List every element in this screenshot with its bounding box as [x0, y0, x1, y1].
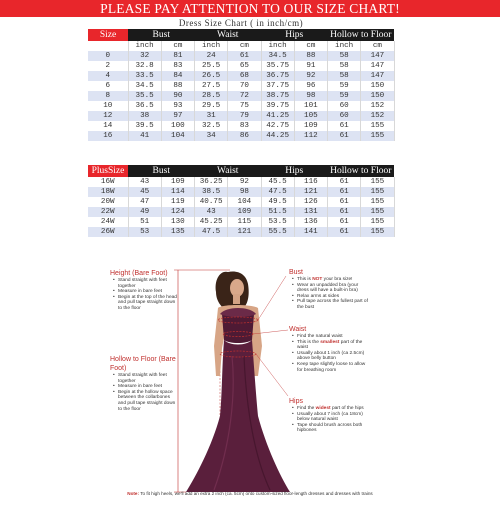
size-cell: 22W	[88, 207, 128, 217]
measure-cell: 34.5	[128, 81, 161, 91]
note-text: To fit high heels, we'll add an extra 2 inch (ca. 5cm) onto custom-sized floor-length dresses and dresses with trains	[140, 491, 373, 496]
measure-cell: 152	[361, 111, 394, 121]
measure-cell: 121	[294, 187, 327, 197]
size-cell: 24W	[88, 217, 128, 227]
measure-cell: 88	[294, 51, 327, 61]
waist-item: • Find the natural waist	[294, 334, 369, 340]
measure-cell: 126	[294, 197, 327, 207]
measure-cell: 61	[328, 121, 361, 131]
measure-cell: 53.5	[261, 217, 294, 227]
measure-cell: 43	[195, 207, 228, 217]
measure-cell: 70	[228, 81, 261, 91]
table-row	[88, 187, 394, 197]
note-label: Note:	[127, 491, 140, 496]
measure-cell: 155	[361, 207, 394, 217]
height-section	[110, 269, 178, 312]
measure-cell: 49.5	[261, 197, 294, 207]
column-header: Bust	[128, 165, 195, 177]
measure-cell: 58	[328, 71, 361, 81]
table-row	[88, 177, 394, 187]
measure-cell: 92	[294, 71, 327, 81]
height-title: Height (Bare Foot)	[110, 270, 168, 277]
unit-cell: inch	[261, 41, 294, 51]
measure-cell: 28.5	[195, 91, 228, 101]
waist-item: • Keep tape slightly loose to allow for breathing room	[294, 362, 369, 373]
measure-cell: 150	[361, 91, 394, 101]
plus-size-table	[88, 165, 395, 237]
hips-item: • Find the widest part of the hips	[294, 406, 369, 412]
measure-cell: 147	[361, 71, 394, 81]
hips-item: • Usually about 7 inch (ca 18cm) below natural waist	[294, 412, 369, 423]
table-row	[88, 131, 394, 141]
measure-cell: 100	[161, 121, 194, 131]
size-chart-banner: PLEASE PAY ATTENTION TO OUR SIZE CHART!	[0, 0, 500, 17]
hollow-item: • Measure in bare feet	[115, 384, 178, 390]
measure-cell: 25.5	[195, 61, 228, 71]
size-cell: 10	[88, 101, 128, 111]
unit-cell: inch	[328, 41, 361, 51]
measure-cell: 55.5	[261, 227, 294, 237]
measure-cell: 34	[195, 131, 228, 141]
measure-cell: 61	[328, 187, 361, 197]
height-item: • Stand straight with feet together	[115, 278, 178, 289]
table-row	[88, 217, 394, 227]
size-cell: 2	[88, 61, 128, 71]
measure-cell: 58	[328, 51, 361, 61]
measure-cell: 27.5	[195, 81, 228, 91]
measure-cell: 51	[128, 217, 161, 227]
measure-cell: 36.5	[128, 101, 161, 111]
unit-cell: inch	[128, 41, 161, 51]
size-cell: 4	[88, 71, 128, 81]
table-row	[88, 91, 394, 101]
measure-cell: 47.5	[195, 227, 228, 237]
measure-cell: 104	[228, 197, 261, 207]
measure-cell: 81	[161, 51, 194, 61]
measure-cell: 32	[128, 51, 161, 61]
height-item: • Begin at the top of the head and pull tape straight down to the floor	[115, 295, 178, 312]
measure-cell: 147	[361, 61, 394, 71]
measure-cell: 61	[328, 131, 361, 141]
size-cell: 16W	[88, 177, 128, 187]
measure-cell: 131	[294, 207, 327, 217]
measure-cell: 84	[161, 71, 194, 81]
hips-section	[289, 397, 369, 434]
size-cell: 16	[88, 131, 128, 141]
measure-cell: 58	[328, 61, 361, 71]
measure-cell: 136	[294, 217, 327, 227]
measure-cell: 91	[294, 61, 327, 71]
measure-cell: 59	[328, 81, 361, 91]
measure-cell: 79	[228, 111, 261, 121]
measure-cell: 61	[328, 227, 361, 237]
measure-cell: 65	[228, 61, 261, 71]
measure-cell: 45.5	[261, 177, 294, 187]
measure-cell: 90	[161, 91, 194, 101]
height-item: • Measure in bare feet	[115, 289, 178, 295]
measurement-guide	[0, 256, 500, 500]
column-header: Hips	[261, 165, 328, 177]
measure-cell: 130	[161, 217, 194, 227]
units-row	[88, 41, 394, 51]
table-row	[88, 111, 394, 121]
measure-cell: 92	[228, 177, 261, 187]
column-header: Hollow to Floor	[328, 165, 395, 177]
measure-cell: 40.75	[195, 197, 228, 207]
measure-cell: 83	[228, 121, 261, 131]
waist-item: • Usually about 1 inch (ca 2.5cm) above belly button	[294, 351, 369, 362]
measure-cell: 98	[228, 187, 261, 197]
column-header: Hollow to Floor	[328, 29, 395, 41]
measure-cell: 60	[328, 111, 361, 121]
column-header: Bust	[128, 29, 195, 41]
size-cell: 6	[88, 81, 128, 91]
measure-cell: 88	[161, 81, 194, 91]
table-row	[88, 227, 394, 237]
measure-cell: 115	[228, 217, 261, 227]
measure-cell: 93	[161, 101, 194, 111]
table-row	[88, 101, 394, 111]
measure-cell: 72	[228, 91, 261, 101]
table-row	[88, 207, 394, 217]
table-header-row	[88, 29, 394, 41]
measure-cell: 36.25	[195, 177, 228, 187]
waist-item: • This is the smallest part of the waist	[294, 340, 369, 351]
hips-item: • Tape should brush across both hipbones	[294, 423, 369, 434]
measure-cell: 35.5	[128, 91, 161, 101]
bust-item: • Wear an unpadded bra (your dress will have a built-in bra)	[294, 283, 369, 294]
measure-cell: 61	[328, 197, 361, 207]
unit-cell: cm	[161, 41, 194, 51]
table-row	[88, 81, 394, 91]
hips-connector	[256, 354, 288, 396]
measure-cell: 44.25	[261, 131, 294, 141]
size-cell: 26W	[88, 227, 128, 237]
measure-cell: 61	[228, 51, 261, 61]
measure-cell: 135	[161, 227, 194, 237]
measure-cell: 155	[361, 197, 394, 207]
unit-cell: cm	[228, 41, 261, 51]
measure-cell: 60	[328, 101, 361, 111]
measure-cell: 112	[294, 131, 327, 141]
measure-cell: 39.5	[128, 121, 161, 131]
unit-cell: inch	[195, 41, 228, 51]
measure-cell: 31	[195, 111, 228, 121]
column-header: Waist	[195, 29, 262, 41]
table-header-row	[88, 165, 394, 177]
column-header: Waist	[195, 165, 262, 177]
measure-cell: 83	[161, 61, 194, 71]
heels-note	[0, 491, 500, 496]
table-row	[88, 197, 394, 207]
measure-cell: 97	[161, 111, 194, 121]
hollow-section	[110, 355, 178, 412]
measure-cell: 42.75	[261, 121, 294, 131]
hollow-item: • Stand straight with feet together	[115, 373, 178, 384]
measure-cell: 24	[195, 51, 228, 61]
measure-cell: 121	[228, 227, 261, 237]
bust-item: • Relax arms at sides	[294, 294, 369, 300]
measure-cell: 61	[328, 217, 361, 227]
measure-cell: 109	[228, 207, 261, 217]
measure-cell: 41.25	[261, 111, 294, 121]
measure-cell: 155	[361, 187, 394, 197]
unit-cell: cm	[294, 41, 327, 51]
measure-cell: 45	[128, 187, 161, 197]
measure-cell: 155	[361, 217, 394, 227]
size-label-cell: Size	[88, 29, 128, 41]
measure-cell: 33.5	[128, 71, 161, 81]
measure-cell: 38.75	[261, 91, 294, 101]
measure-cell: 61	[328, 207, 361, 217]
measure-cell: 75	[228, 101, 261, 111]
measure-cell: 86	[228, 131, 261, 141]
bust-item: • Pull tape across the fullest part of the bust	[294, 299, 369, 310]
measure-cell: 37.75	[261, 81, 294, 91]
measure-cell: 29.5	[195, 101, 228, 111]
size-cell: 8	[88, 91, 128, 101]
measure-cell: 101	[294, 101, 327, 111]
size-cell: 0	[88, 51, 128, 61]
measure-cell: 98	[294, 91, 327, 101]
dress-illustration	[0, 256, 500, 500]
measure-cell: 41	[128, 131, 161, 141]
bust-title: Bust	[289, 269, 304, 276]
chart-subtitle: Dress Size Chart ( in inch/cm)	[178, 18, 304, 28]
neck-shape	[233, 294, 240, 304]
measure-cell: 32.5	[195, 121, 228, 131]
measure-cell: 32.8	[128, 61, 161, 71]
measure-cell: 155	[361, 131, 394, 141]
waist-title: Waist	[289, 326, 307, 333]
measure-cell: 105	[294, 111, 327, 121]
measure-cell: 49	[128, 207, 161, 217]
column-header: Hips	[261, 29, 328, 41]
measure-cell: 150	[361, 81, 394, 91]
bust-item: • This is NOT your bra size!	[294, 277, 369, 283]
skirt-shape	[186, 340, 290, 492]
measure-cell: 68	[228, 71, 261, 81]
measure-cell: 96	[294, 81, 327, 91]
measure-cell: 109	[294, 121, 327, 131]
measure-cell: 47.5	[261, 187, 294, 197]
measure-cell: 39.75	[261, 101, 294, 111]
bust-section	[289, 268, 369, 311]
measure-cell: 45.25	[195, 217, 228, 227]
measure-cell: 141	[294, 227, 327, 237]
table-row	[88, 61, 394, 71]
size-cell: 20W	[88, 197, 128, 207]
table-row	[88, 51, 394, 61]
measure-cell: 53	[128, 227, 161, 237]
regular-size-table	[88, 29, 395, 141]
size-cell: 18W	[88, 187, 128, 197]
measure-cell: 155	[361, 177, 394, 187]
size-label-cell: PlusSize	[88, 165, 128, 177]
measure-cell: 61	[328, 177, 361, 187]
hips-title: Hips	[289, 398, 304, 405]
measure-cell: 116	[294, 177, 327, 187]
measure-cell: 155	[361, 227, 394, 237]
waist-section	[289, 325, 369, 373]
measure-cell: 47	[128, 197, 161, 207]
measure-cell: 104	[161, 131, 194, 141]
hollow-title: Hollow to Floor (Bare Foot)	[110, 356, 176, 372]
measure-cell: 155	[361, 121, 394, 131]
unit-cell: cm	[361, 41, 394, 51]
measure-cell: 38	[128, 111, 161, 121]
table-row	[88, 71, 394, 81]
measure-cell: 38.5	[195, 187, 228, 197]
size-cell: 12	[88, 111, 128, 121]
measure-cell: 147	[361, 51, 394, 61]
measure-cell: 114	[161, 187, 194, 197]
measure-cell: 51.5	[261, 207, 294, 217]
measure-cell: 124	[161, 207, 194, 217]
measure-cell: 152	[361, 101, 394, 111]
hollow-item: • Begin at the hollow space between the collarbones and pull tape straight down to the floor	[115, 390, 178, 412]
measure-cell: 36.75	[261, 71, 294, 81]
units-blank-cell	[88, 41, 128, 51]
table-row	[88, 121, 394, 131]
measure-cell: 109	[161, 177, 194, 187]
size-cell: 14	[88, 121, 128, 131]
measure-cell: 119	[161, 197, 194, 207]
measure-cell: 26.5	[195, 71, 228, 81]
measure-cell: 35.75	[261, 61, 294, 71]
measure-cell: 34.5	[261, 51, 294, 61]
measure-cell: 59	[328, 91, 361, 101]
bust-connector	[258, 276, 286, 320]
measure-cell: 43	[128, 177, 161, 187]
